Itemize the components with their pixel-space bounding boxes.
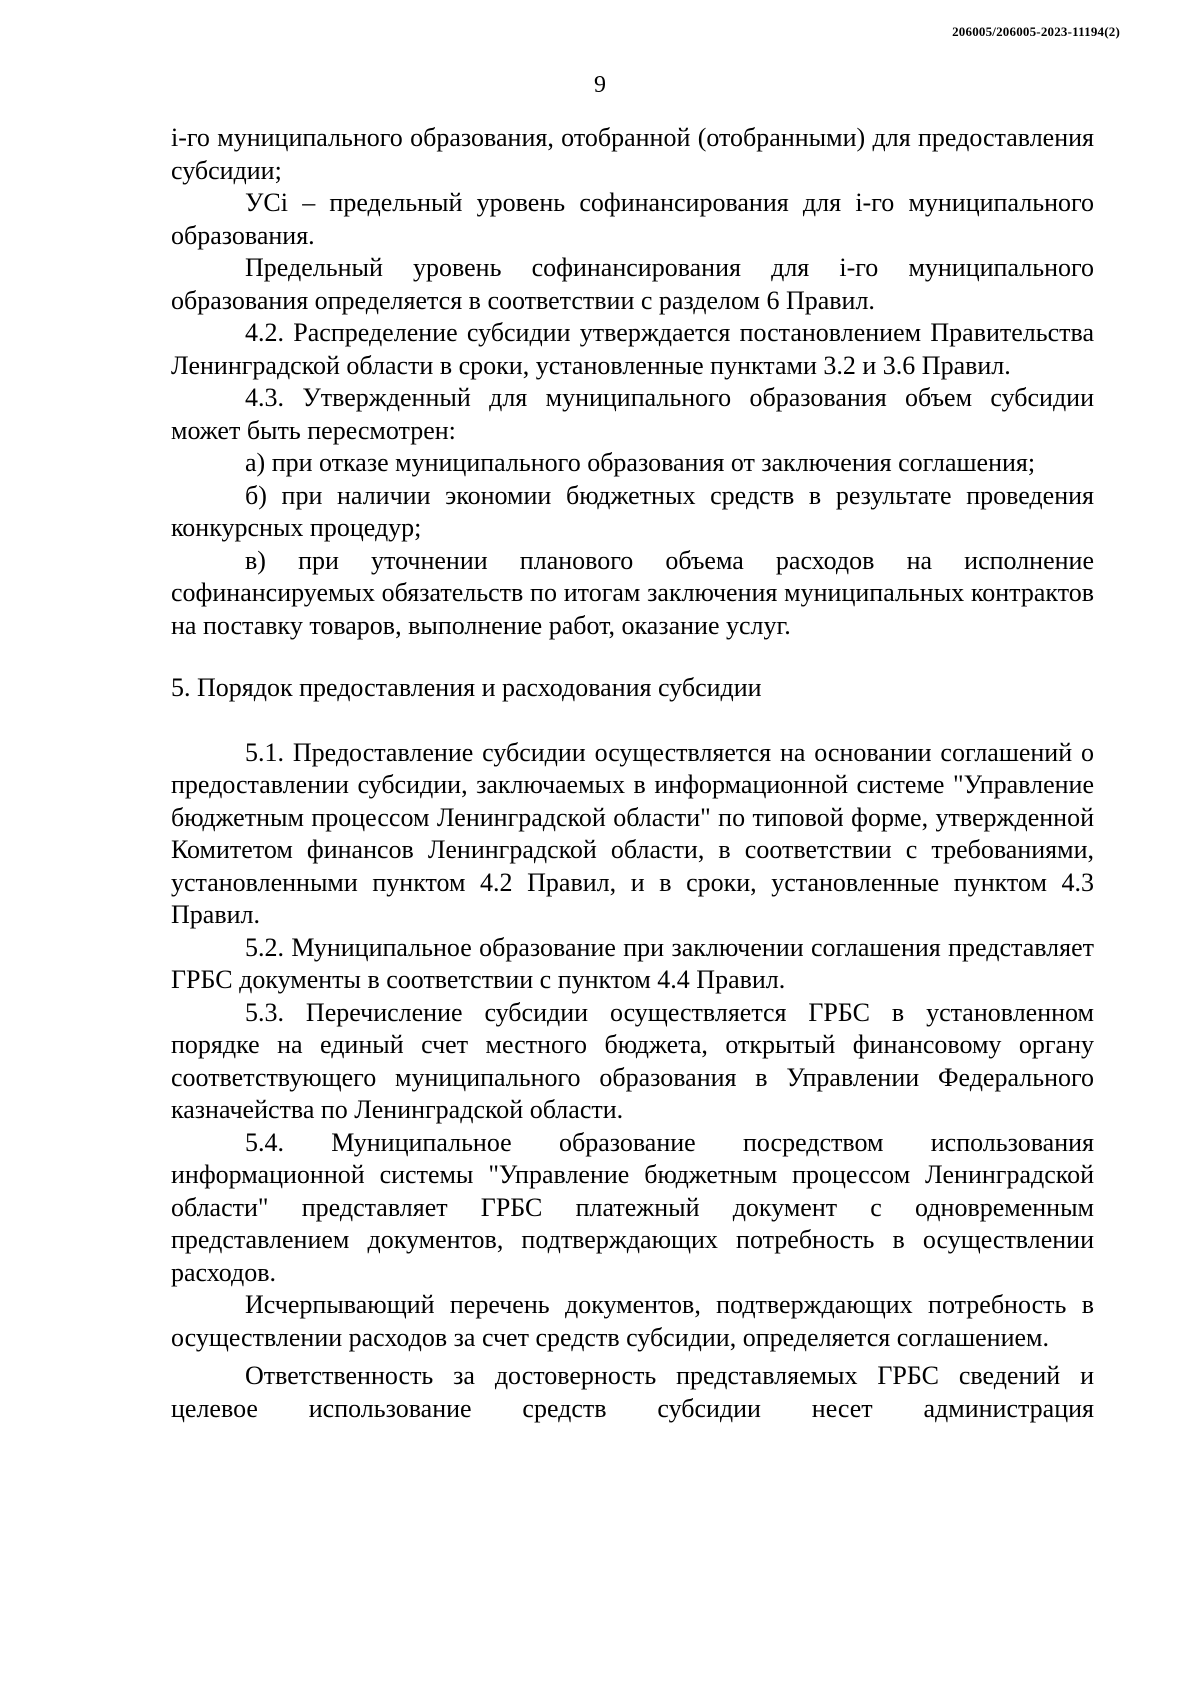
paragraph-4-2: 4.2. Распределение субсидии утверждается постановлением Правительства Ленинградской области в сроки, установленные пунктами 3.2 и 3.6 Правил.: [171, 318, 1094, 380]
document-id: 206005/206005-2023-11194(2): [952, 24, 1120, 39]
paragraph-usi-definition: УСi – предельный уровень софинансирования для i-го муниципального образования.: [171, 188, 1094, 250]
document-body: [171, 122, 1094, 1425]
list-item-b: б) при наличии экономии бюджетных средств в результате проведения конкурсных процедур;: [171, 480, 1094, 542]
paragraph-continuation: i-го муниципального образования, отобранной (отобранными) для предоставления субсидии;: [171, 123, 1094, 185]
paragraph-cofinancing-level: Предельный уровень софинансирования для i-го муниципального образования определяется в соответствии с разделом 6 Правил.: [171, 253, 1094, 315]
list-item-a: а) при отказе муниципального образования от заключения соглашения;: [245, 448, 1036, 477]
list-item-v: в) при уточнении планового объема расходов на исполнение софинансируемых обязательств по итогам заключения муниципальных контрактов на поставку товаров, выполнение работ, оказание услуг.: [171, 545, 1094, 640]
paragraph-responsibility: Ответственность за достоверность представляемых ГРБС сведений и целевое использование средств субсидии несет администрация: [171, 1361, 1094, 1423]
paragraph-5-3: 5.3. Перечисление субсидии осуществляется ГРБС в установленном порядке на единый счет местного бюджета, открытый финансовому органу соответствующего муниципального образования в Управлении Федерального казначейства по Ленинградской области.: [171, 997, 1094, 1124]
paragraph-4-3: 4.3. Утвержденный для муниципального образования объем субсидии может быть пересмотрен:: [171, 383, 1094, 445]
paragraph-5-2: 5.2. Муниципальное образование при заключении соглашения представляет ГРБС документы в соответствии с пунктом 4.4 Правил.: [171, 932, 1094, 994]
section-heading: 5. Порядок предоставления и расходования субсидии: [171, 673, 762, 702]
paragraph-5-4: 5.4. Муниципальное образование посредством использования информационной системы "Управление бюджетным процессом Ленинградской области" представляет ГРБС платежный документ с одновременным представлением документов, подтверждающих потребность в осуществлении расходов.: [171, 1127, 1094, 1287]
page-number: 9: [594, 72, 606, 98]
paragraph-documents-list: Исчерпывающий перечень документов, подтверждающих потребность в осуществлении расходов за счет средств субсидии, определяется соглашением.: [171, 1290, 1094, 1352]
paragraph-5-1: 5.1. Предоставление субсидии осуществляется на основании соглашений о предоставлении субсидии, заключаемых в информационной системе "Управление бюджетным процессом Ленинградской области" по типовой форме, утвержденной Комитетом финансов Ленинградской области, в соответствии с требованиями, установленными пунктом 4.2 Правил, и в сроки, установленные пунктом 4.3 Правил.: [171, 737, 1094, 929]
